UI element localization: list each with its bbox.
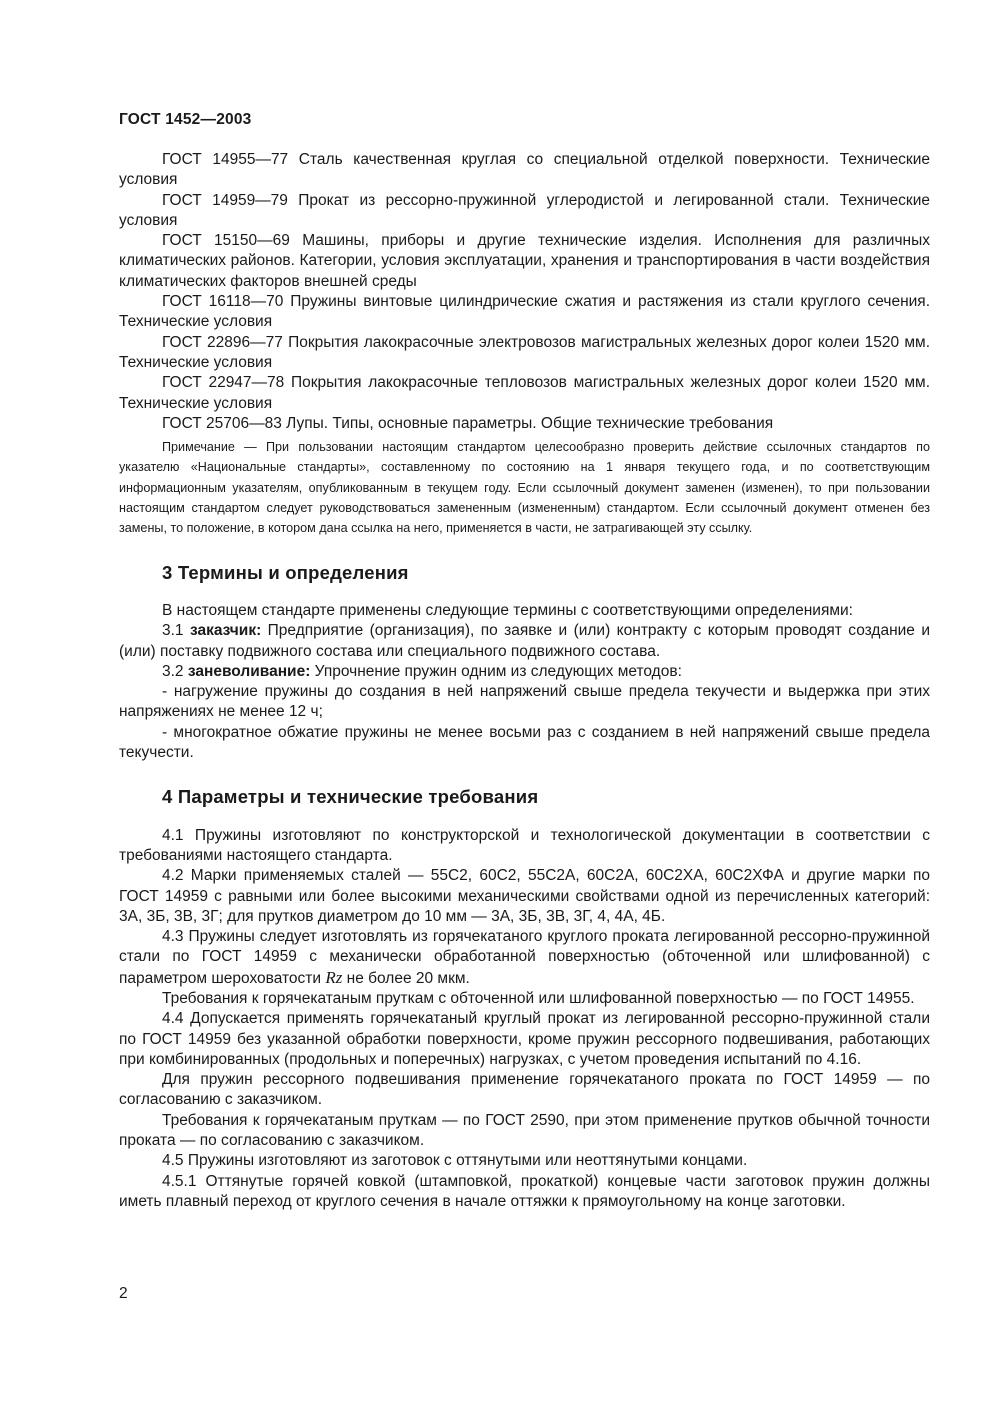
clause-4-5: 4.5 Пружины изготовляют из заготовок с оттянутыми или неоттянутыми концами. [162, 1152, 748, 1170]
reference-item: ГОСТ 15150—69 Машины, приборы и другие технические изделия. Исполнения для различных климатических районов. Категории, условия эксплуатации, хранения и транспортирования в части воздействия климатических факторов внешней среды [119, 232, 930, 290]
term-name: заказчик: [189, 622, 262, 640]
section-4-heading: 4 Параметры и технические требования [162, 786, 539, 808]
clause-4-4: 4.4 Допускается применять горячекатаный круглый прокат из легированной рессорно-пружинной стали по ГОСТ 14959 без указанной обработки поверхности, кроме пружин рессорного подвешивания, работающих при комбинированных (продольных и поперечных) нагрузках, с учетом проведения испытаний по 4.16. [119, 1010, 930, 1068]
clause-text: не более 20 мкм. [342, 969, 470, 987]
reference-item: ГОСТ 14955—77 Сталь качественная круглая со специальной отделкой поверхности. Технические условия [119, 151, 930, 189]
clause-4-5-1: 4.5.1 Оттянутые горячей ковкой (штамповкой, прокаткой) концевые части заготовок пружин должны иметь плавный переход от круглого сечения в начале оттяжки к прямоугольному на конце заготовки. [119, 1172, 930, 1210]
term-definition: Предприятие (организация), по заявке и (или) контракту с которым проводят создание и (или) поставку подвижного состава или специального подвижного состава. [119, 622, 930, 660]
reference-item: ГОСТ 22947—78 Покрытия лакокрасочные тепловозов магистральных железных дорог колеи 1520 мм. Технические условия [119, 374, 930, 412]
clause-text: 4.3 Пружины следует изготовлять из горячекатаного круглого проката легированной рессорно-пружинной стали по ГОСТ 14959 с механически обработанной поверхностью (обточенной или шлифованной) с параметром шероховатости [119, 928, 930, 987]
reference-item: ГОСТ 22896—77 Покрытия лакокрасочные электровозов магистральных железных дорог колеи 1520 мм. Технические условия [119, 333, 930, 371]
term-number: 3.1 [162, 622, 190, 640]
roughness-symbol: Rz [325, 967, 343, 987]
clause-4-3 [119, 927, 930, 989]
reference-item: ГОСТ 14959—79 Прокат из рессорно-пружинной углеродистой и легированной стали. Технические условия [119, 191, 930, 229]
term-name: заневоливание: [187, 662, 311, 680]
reference-item: ГОСТ 16118—70 Пружины винтовые цилиндрические сжатия и растяжения из стали круглого сечения. Технические условия [119, 293, 930, 331]
section-3-heading: 3 Термины и определения [162, 561, 409, 583]
section-3-intro: В настоящем стандарте применены следующие термины с соответствующими определениями: [162, 601, 853, 619]
term-3-2 [119, 662, 930, 682]
method-item: - нагружение пружины до создания в ней напряжений свыше предела текучести и выдержка при этих напряжениях не менее 12 ч; [119, 683, 930, 721]
clause-4-3-continued: Требования к горячекатаным пруткам с обточенной или шлифованной поверхностью — по ГОСТ 14955. [162, 989, 915, 1007]
clause-4-2: 4.2 Марки применяемых сталей — 55С2, 60С2, 55С2А, 60С2А, 60С2ХА, 60С2ХФА и другие марки по ГОСТ 14959 с равными или более высокими механическими свойствами одной из перечисленных категорий: 3А, 3Б, 3В, 3Г; для прутков диаметром до 10 мм — 3А, 3Б, 3В, 3Г, 4, 4А, 4Б. [119, 867, 930, 925]
clause-4-4-continued: Требования к горячекатаным пруткам — по ГОСТ 2590, при этом применение прутков обычной точности проката — по согласованию с заказчиком. [119, 1111, 930, 1150]
document-header: ГОСТ 1452—2003 [119, 111, 252, 128]
document-body [119, 150, 930, 1212]
clause-4-1: 4.1 Пружины изготовляют по конструкторской и технологической документации в соответствии с требованиями настоящего стандарта. [119, 826, 930, 864]
method-item: - многократное обжатие пружины не менее восьми раз с созданием в ней напряжений свыше предела текучести. [119, 723, 930, 762]
page-number: 2 [119, 1285, 128, 1302]
term-3-1 [119, 621, 930, 662]
clause-4-4-continued: Для пружин рессорного подвешивания применение горячекатаного проката по ГОСТ 14959 — по согласованию с заказчиком. [119, 1071, 930, 1109]
term-number: 3.2 [162, 662, 188, 680]
reference-item: ГОСТ 25706—83 Лупы. Типы, основные параметры. Общие технические требования [162, 414, 774, 432]
term-definition: Упрочнение пружин одним из следующих методов: [310, 662, 682, 680]
note-paragraph: Примечание — При пользовании настоящим стандартом целесообразно проверить действие ссылочных стандартов по указателю «Национальные стандарты», составленному по состоянию на 1 января текущего года, и по соответствующим информационным указателям, опубликованным в текущем году. Если ссылочный документ заменен (изменен), то при пользовании настоящим стандартом следует руководствоваться замененным (измененным) стандартом. Если ссылочный документ отменен без замены, то положение, в котором дана ссылка на него, применяется в части, не затрагивающей эту ссылку. [119, 440, 930, 536]
